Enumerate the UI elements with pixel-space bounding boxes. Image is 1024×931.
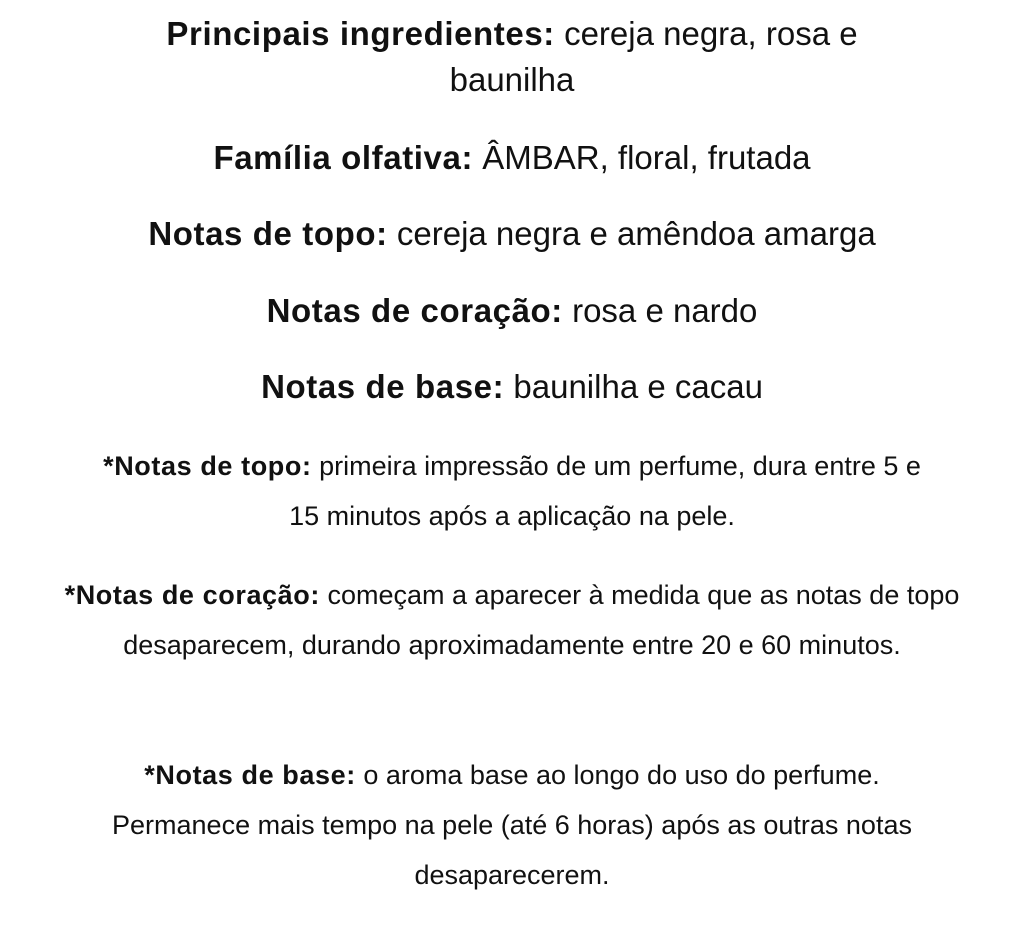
heart-notes-label: Notas de coração:: [266, 292, 563, 329]
top-notes-line: [40, 211, 984, 257]
heart-notes-value: rosa e nardo: [572, 292, 758, 329]
top-notes-definition: [100, 441, 924, 541]
top-notes-definition-text: primeira impressão de um perfume, dura entre 5 e 15 minutos após a aplicação na pele.: [289, 451, 921, 531]
base-notes-line: [40, 364, 984, 410]
main-ingredients-line: [110, 11, 914, 103]
olfactive-family-line: [40, 135, 984, 181]
heart-notes-definition: [60, 570, 964, 670]
main-ingredients-value: cereja negra, rosa e baunilha: [449, 15, 858, 98]
base-notes-definition-text: o aroma base ao longo do uso do perfume. Permanece mais tempo na pele (até 6 horas) após as outras notas desaparecerem.: [112, 760, 912, 890]
base-notes-label: Notas de base:: [261, 368, 505, 405]
olfactive-family-label: Família olfativa:: [213, 139, 474, 176]
base-notes-definition: [90, 750, 934, 900]
top-notes-label: Notas de topo:: [148, 215, 388, 252]
main-ingredients-label: Principais ingredientes:: [166, 15, 555, 52]
heart-notes-definition-label: *Notas de coração:: [64, 580, 320, 610]
heart-notes-line: [40, 288, 984, 334]
top-notes-value: cereja negra e amêndoa amarga: [396, 215, 876, 252]
base-notes-value: baunilha e cacau: [513, 368, 763, 405]
heart-notes-definition-text: começam a aparecer à medida que as notas de topo desaparecem, durando aproximadamente entre 20 e 60 minutos.: [123, 580, 960, 660]
base-notes-definition-label: *Notas de base:: [144, 760, 356, 790]
top-notes-definition-label: *Notas de topo:: [103, 451, 312, 481]
olfactive-family-value: ÂMBAR, floral, frutada: [482, 139, 811, 176]
